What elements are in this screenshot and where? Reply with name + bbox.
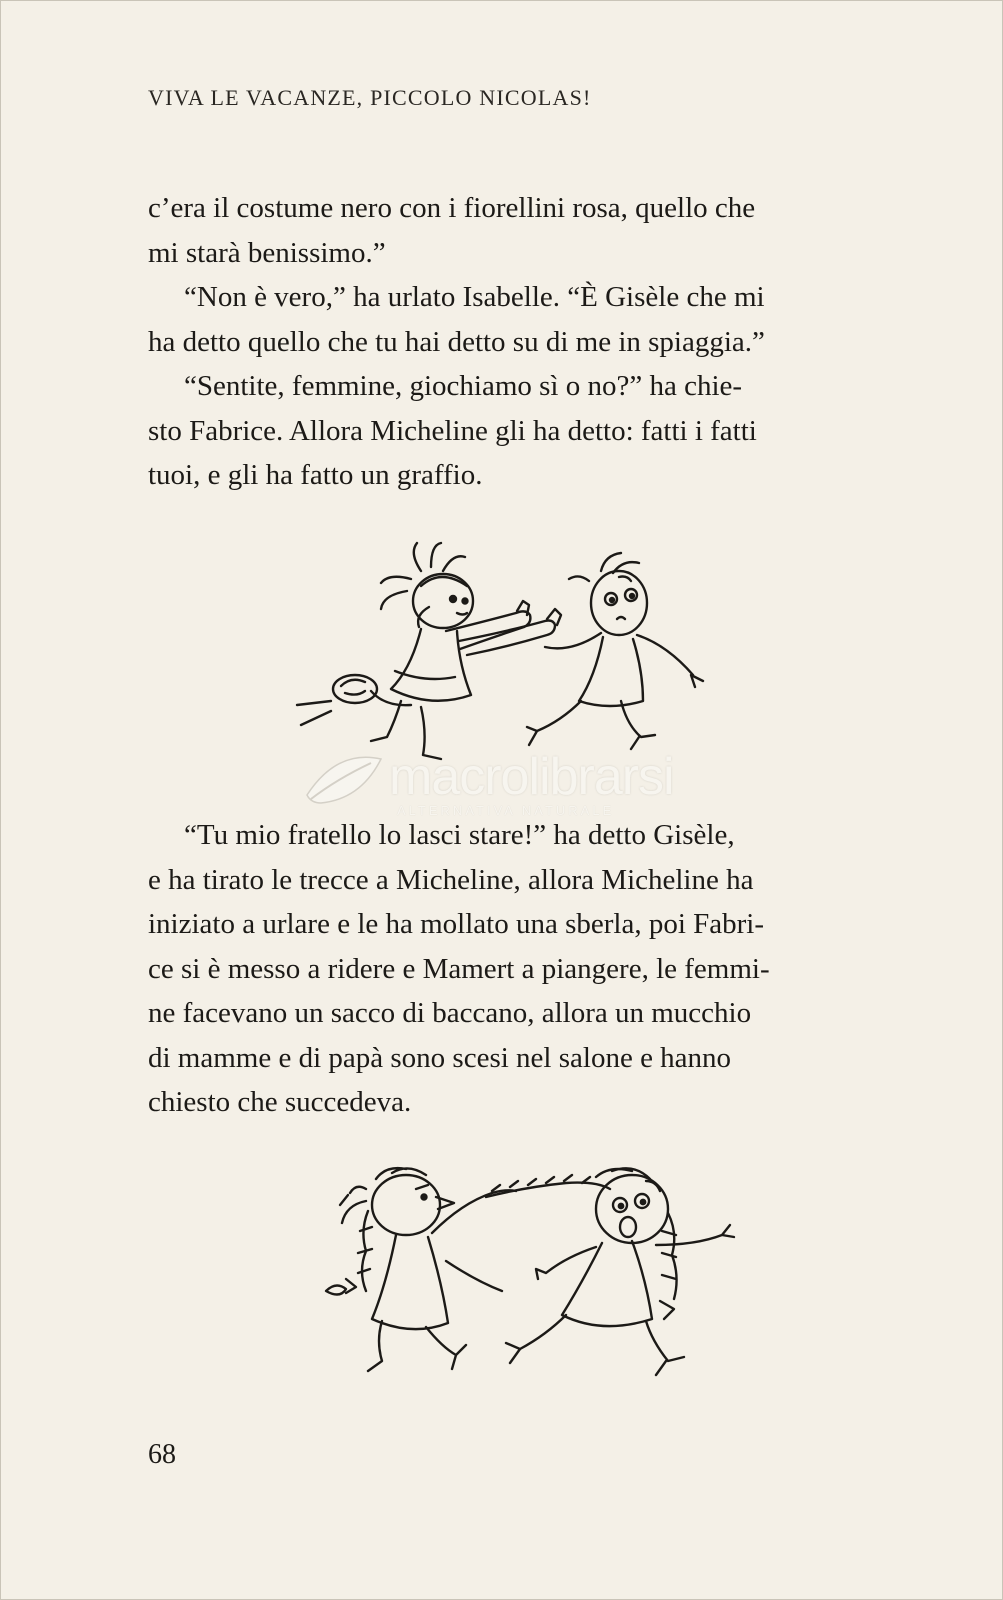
text-line: ha detto quello che tu hai detto su di me in spiaggia.”	[148, 325, 765, 358]
watermark-brand: macrolibrarsi	[389, 748, 674, 806]
text-line: ce si è messo a ridere e Mamert a piangere, le femmi-	[148, 952, 770, 985]
text-line: “Sentite, femmine, giochiamo sì o no?” ha chie-	[184, 370, 743, 402]
text-line: sto Fabrice. Allora Micheline gli ha detto: fatti i fatti	[148, 414, 757, 447]
text-line: c’era il costume nero con i fiorellini rosa, quello che	[148, 192, 756, 224]
text-line: “Non è vero,” ha urlato Isabelle. “È Gisèle che mi	[184, 281, 765, 313]
paragraph-1	[148, 186, 870, 498]
running-head: VIVA LE VACANZE, PICCOLO NICOLAS!	[148, 85, 592, 110]
text-line: chiesto che succedeva.	[148, 1086, 412, 1118]
illustration-girls-pulling-braids	[296, 1161, 756, 1416]
leaf-logo-icon	[301, 755, 383, 815]
text-line: di mamme e di papà sono scesi nel salone e hanno	[148, 1041, 732, 1074]
watermark-tagline: ALTERNATIVA NATURALE	[397, 803, 615, 818]
text-line: ne facevano un sacco di baccano, allora un mucchio	[148, 997, 752, 1029]
text-line: mi starà benissimo.”	[148, 236, 386, 269]
page-number: 68	[148, 1439, 176, 1470]
paragraph-2	[148, 813, 870, 1125]
text-line: iniziato a urlare e le ha mollato una sberla, poi Fabri-	[148, 908, 765, 940]
illustration-girl-scratching-boy	[271, 541, 711, 776]
text-line: “Tu mio fratello lo lasci stare!” ha detto Gisèle,	[184, 819, 735, 851]
text-line: e ha tirato le trecce a Micheline, allora Micheline ha	[148, 863, 754, 896]
text-line: tuoi, e gli ha fatto un graffio.	[148, 459, 483, 491]
